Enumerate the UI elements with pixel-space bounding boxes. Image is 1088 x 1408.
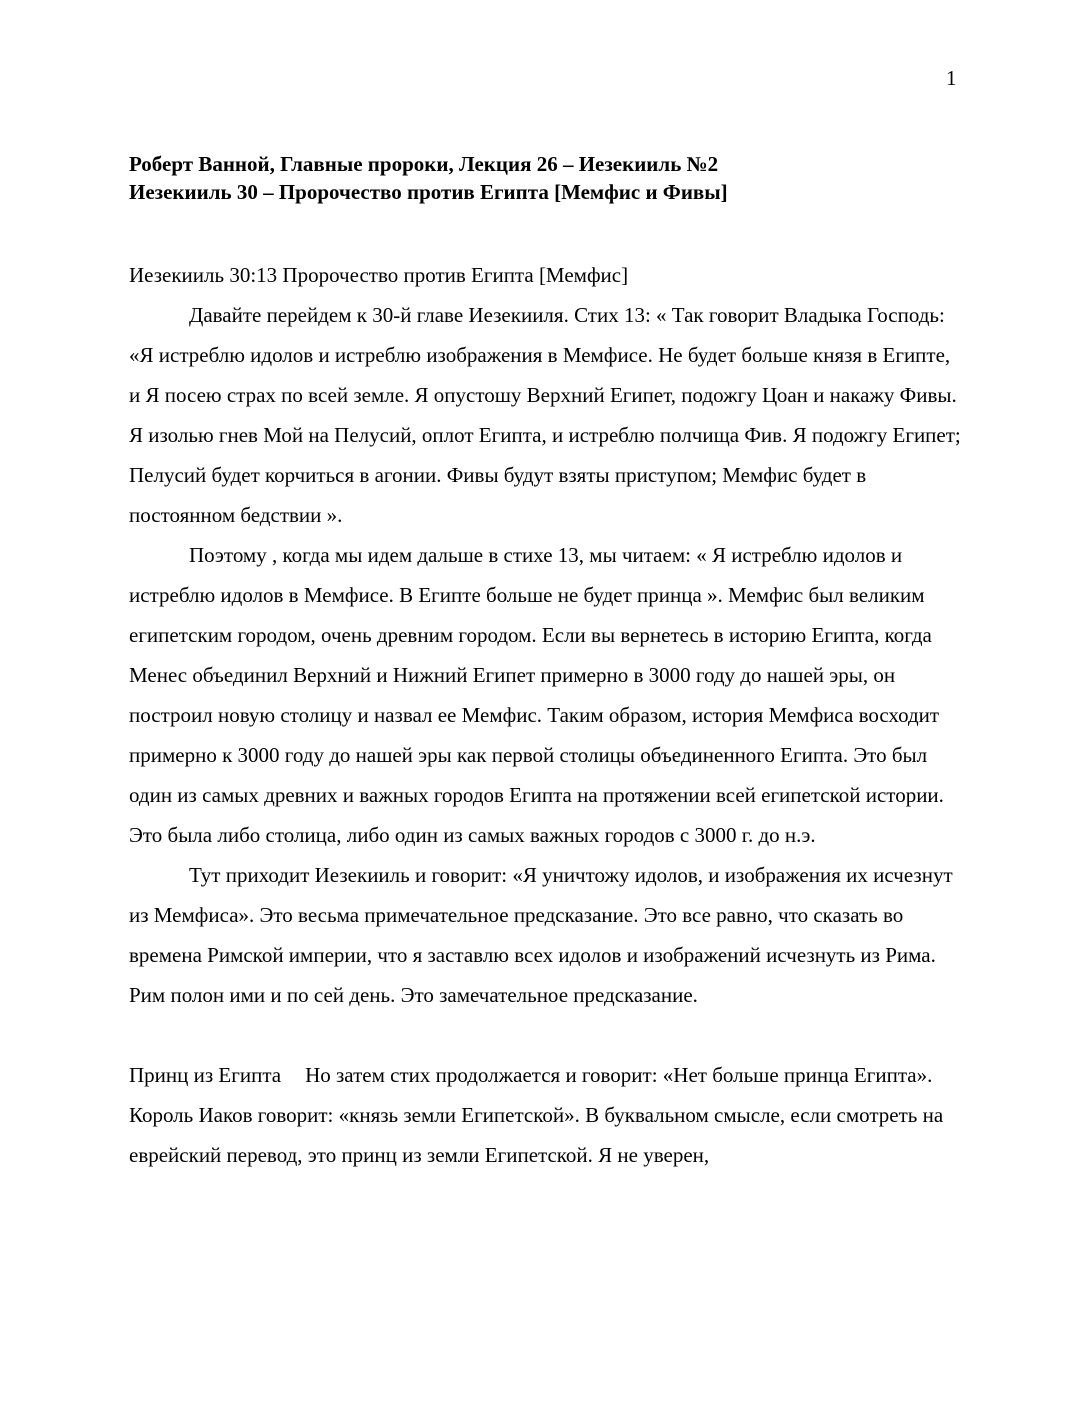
section-text-prince: Но затем стих продолжается и говорит: «Нет больше принца Египта». Король Иаков говорит: «князь земли Египетской». В буквальном смысле, если смотреть на еврейский перевод, это принц из земли Египетской. Я не уверен,: [129, 1063, 944, 1167]
body-paragraph-prince: [129, 1055, 963, 1175]
title-line-2: Иезекииль 30 – Пророчество против Египта [Мемфис и Фивы]: [129, 180, 728, 204]
body-paragraph: Поэтому , когда мы идем дальше в стихе 13, мы читаем: « Я истреблю идолов и истреблю идолов в Мемфисе. В Египте больше не будет принца ». Мемфис был великим египетским городом, очень древним городом. Если вы вернетесь в историю Египта, когда Менес объединил Верхний и Нижний Египет примерно в 3000 году до нашей эры, он построил новую столицу и назвал ее Мемфис. Таким образом, история Мемфиса восходит примерно к 3000 году до нашей эры как первой столицы объединенного Египта. Это был один из самых древних и важных городов Египта на протяжении всей египетской истории. Это была либо столица, либо один из самых важных городов с 3000 г. до н.э.: [129, 543, 944, 847]
body-paragraph: Давайте перейдем к 30-й главе Иезекииля. Стих 13: « Так говорит Владыка Господь: «Я истреблю идолов и истреблю изображения в Мемфисе. Не будет больше князя в Египте, и Я посею страх по всей земле. Я опустошу Верхний Египет, подожгу Цоан и накажу Фивы. Я изолью гнев Мой на Пелусий, оплот Египта, и истреблю полчища Фив. Я подожгу Египет; Пелусий будет корчиться в агонии. Фивы будут взяты приступом; Мемфис будет в постоянном бедствии ».: [129, 303, 961, 527]
section-heading-memphis: Иезекииль 30:13 Пророчество против Египта [Мемфис]: [129, 263, 629, 287]
body-paragraph: Тут приходит Иезекииль и говорит: «Я уничтожу идолов, и изображения их исчезнут из Мемфиса». Это весьма примечательное предсказание. Это все равно, что сказать во времена Римской империи, что я заставлю всех идолов и изображений исчезнуть из Рима. Рим полон ими и по сей день. Это замечательное предсказание.: [129, 863, 953, 1007]
page-number: 1: [946, 66, 957, 90]
document-title: [129, 150, 969, 206]
title-line-1: Роберт Ванной, Главные пророки, Лекция 26 – Иезекииль №2: [129, 152, 719, 176]
document-body: [129, 255, 963, 1175]
section-heading-prince: Принц из Египта: [129, 1063, 282, 1087]
